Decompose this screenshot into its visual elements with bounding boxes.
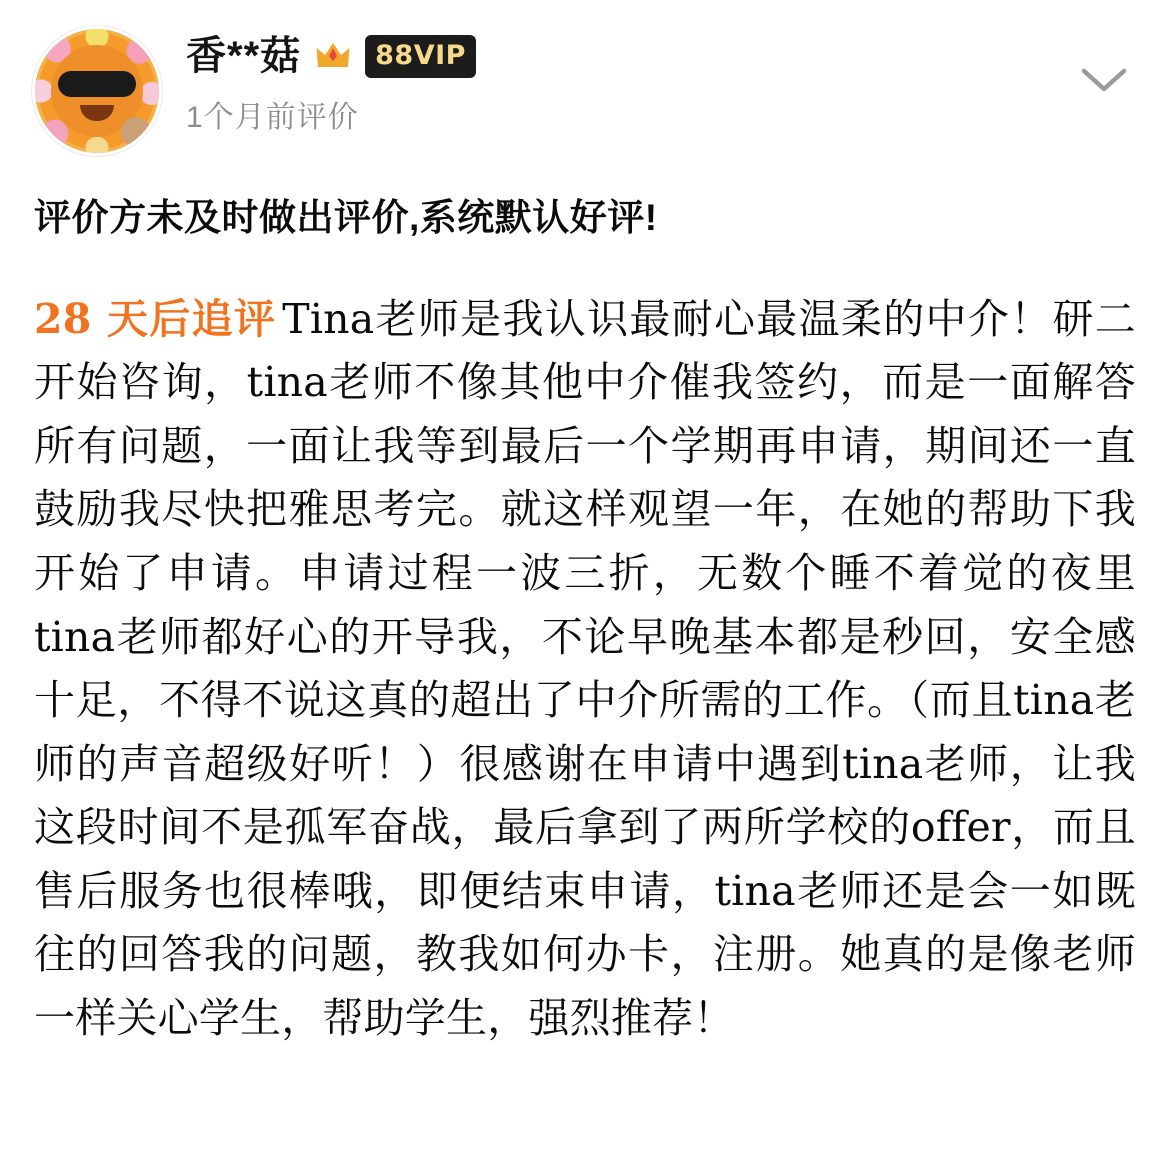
crown-icon: [315, 41, 351, 71]
review-header-text: [186, 26, 1138, 136]
sunglasses-icon: [58, 71, 136, 97]
avatar[interactable]: [32, 26, 162, 156]
user-name-row: [186, 34, 1138, 78]
append-review-tag: 28 天后追评: [34, 294, 277, 343]
vip-badge: 88VIP: [365, 35, 476, 78]
append-review-text: Tina老师是我认识最耐心最温柔的中介！研二开始咨询，tina老师不像其他中介催我签约，而是一面解答所有问题，一面让我等到最后一个学期再申请，期间还一直鼓励我尽快把雅思考完。就这样观望一年，在她的帮助下我开始了申请。申请过程一波三折，无数个睡不着觉的夜里tina老师都好心的开导我，不论早晚基本都是秒回，安全感十足，不得不说这真的超出了中介所需的工作。（而且tina老师的声音超级好听！）很感谢在申请中遇到tina老师，让我这段时间不是孤军奋战，最后拿到了两所学校的offer，而且售后服务也很棒哦，即便结束申请，tina老师还是会一如既往的回答我的问题，教我如何办卡，注册。她真的是像老师一样关心学生，帮助学生，强烈推荐！: [34, 294, 1136, 1042]
review-header: [32, 26, 1138, 158]
bear-icon: [121, 117, 151, 147]
review-time: 1个月前评价: [186, 101, 359, 134]
review-body: [32, 192, 1138, 1050]
user-name: 香**菇: [186, 34, 302, 78]
review-first-line: 评价方未及时做出评价,系统默认好评!: [34, 197, 658, 238]
review-append-block: [34, 288, 1136, 1051]
chevron-down-icon[interactable]: [1076, 52, 1132, 108]
